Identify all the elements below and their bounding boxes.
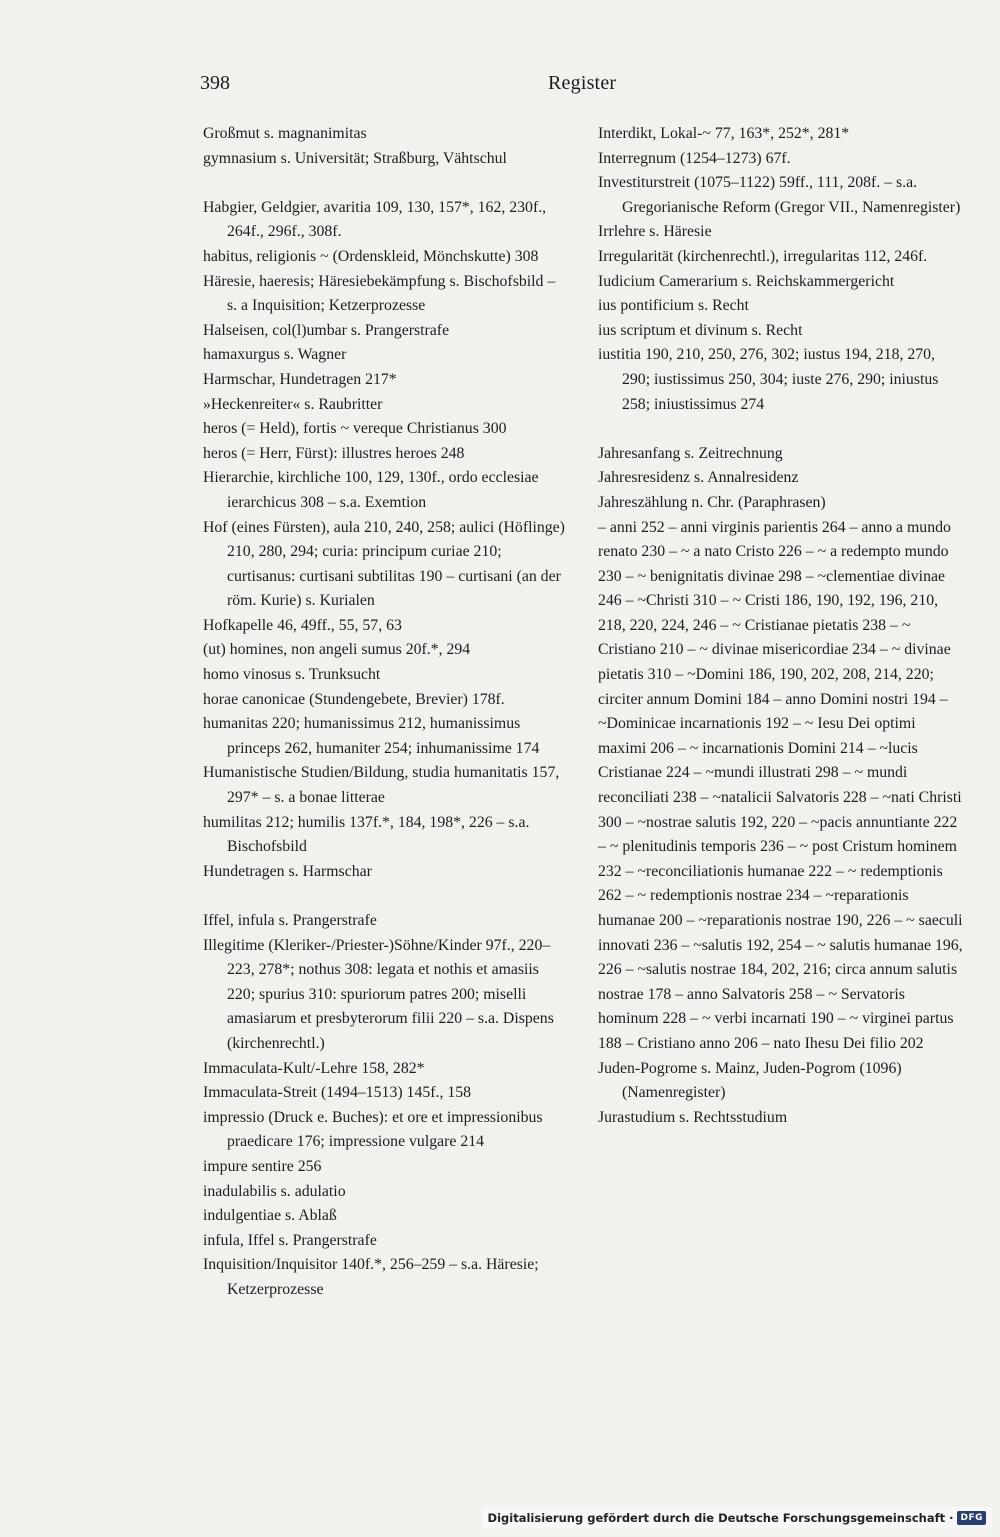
index-entry: ius pontificium s. Recht — [598, 297, 749, 315]
index-entry: hamaxurgus s. Wagner — [203, 346, 347, 364]
index-entry: Immaculata-Streit (1494–1513) 145f., 158 — [203, 1084, 472, 1102]
index-entry: Interregnum (1254–1273) 67f. — [598, 149, 791, 167]
index-entry: Irrlehre s. Häresie — [598, 223, 712, 241]
index-entry: Hundetragen s. Harmschar — [203, 862, 372, 880]
dot-separator: · — [949, 1511, 954, 1525]
index-entry: impressio (Druck e. Buches): et ore et impressionibus praedicare 176; impressione vulgare 214 — [203, 1108, 543, 1151]
index-entry: Iffel, infula s. Prangerstrafe — [203, 912, 377, 929]
index-entry: humanitas 220; humanissimus 212, humanissimus princeps 262, humaniter 254; inhumanissime 174 — [203, 715, 540, 757]
index-entry: gymnasium s. Universität; Straßburg, Vähtschul — [203, 149, 507, 167]
index-entry: Iudicium Camerarium s. Reichskammergericht — [598, 272, 895, 290]
index-entry: indulgentiae s. Ablaß — [203, 1207, 337, 1225]
index-entry: homo vinosus s. Trunksucht — [203, 666, 381, 684]
running-head: Register — [548, 72, 617, 94]
index-entry: ius scriptum et divinum s. Recht — [598, 321, 803, 339]
index-entry: Illegitime (Kleriker-/Priester-)Söhne/Kinder 97f., 220–223, 278*; nothus 308: legata et nothis et amasiis 220; spurius 310: spuriorum patres 200; miselli amasiarum et presbyterorum filii 220 – s.a. Dispens (kirchenrechtl.) — [203, 936, 554, 1052]
index-entry: habitus, religionis ~ (Ordenskleid, Mönchskutte) 308 — [203, 247, 539, 265]
index-entry: Juden-Pogrome s. Mainz, Juden-Pogrom (1096) (Namenregister) — [598, 1059, 902, 1102]
index-entry: Häresie, haeresis; Häresiebekämpfung s. Bischofsbild – s. a Inquisition; Ketzerprozesse — [203, 272, 556, 315]
entry-gap — [203, 171, 565, 196]
index-entry: humilitas 212; humilis 137f.*, 184, 198*, 226 – s.a. Bischofsbild — [203, 813, 530, 856]
index-entry: Irregularität (kirchenrechtl.), irregularitas 112, 246f. — [598, 247, 928, 265]
index-column-left — [203, 122, 565, 1303]
index-entry: Jahresresidenz s. Annalresidenz — [598, 469, 799, 487]
index-column-right — [598, 122, 966, 1130]
index-entry: Humanistische Studien/Bildung, studia humanitatis 157, 297* – s. a bonae litterae — [203, 764, 560, 807]
index-entry: Interdikt, Lokal-~ 77, 163*, 252*, 281* — [598, 125, 850, 142]
digitization-credit — [482, 1507, 992, 1529]
page-number: 398 — [200, 72, 230, 94]
index-entry: Inquisition/Inquisitor 140f.*, 256–259 – s.a. Häresie; Ketzerprozesse — [203, 1256, 539, 1298]
index-entry: »Heckenreiter« s. Raubritter — [203, 395, 383, 413]
index-entry: iustitia 190, 210, 250, 276, 302; iustus 194, 218, 270, 290; iustissimus 250, 304; iuste 276, 290; iniustus 258; iniustissimus 274 — [598, 346, 939, 413]
index-entry: Harmschar, Hundetragen 217* — [203, 370, 397, 388]
index-entry: Hierarchie, kirchliche 100, 129, 130f., ordo ecclesiae ierarchicus 308 – s.a. Exemtion — [203, 469, 539, 511]
index-entry: (ut) homines, non angeli sumus 20f.*, 294 — [203, 641, 471, 659]
index-entry: inadulabilis s. adulatio — [203, 1182, 346, 1200]
index-entry: Hofkapelle 46, 49ff., 55, 57, 63 — [203, 616, 402, 634]
index-entry: heros (= Herr, Fürst): illustres heroes 248 — [203, 444, 465, 462]
index-entry: impure sentire 256 — [203, 1157, 322, 1175]
index-entry: Halseisen, col(l)umbar s. Prangerstrafe — [203, 321, 450, 339]
credit-text: Digitalisierung gefördert durch die Deutsche Forschungsgemeinschaft — [487, 1511, 946, 1525]
index-entry: heros (= Held), fortis ~ vereque Christianus 300 — [203, 420, 507, 438]
index-entry: Habgier, Geldgier, avaritia 109, 130, 157*, 162, 230f., 264f., 296f., 308f. — [203, 198, 547, 241]
index-entry: Investiturstreit (1075–1122) 59ff., 111, 208f. – s.a. Gregorianische Reform (Gregor VII., Namenregister) — [598, 174, 961, 216]
index-entry: horae canonicae (Stundengebete, Brevier) 178f. — [203, 690, 505, 708]
entry-gap — [203, 884, 565, 909]
index-entry: Jurastudium s. Rechtsstudium — [598, 1108, 788, 1126]
index-entry: – anni 252 – anni virginis parientis 264 – anno a mundo renato 230 – ~ a nato Cristo 226 – ~ a redempto mundo 230 – ~ benignitatis divinae 298 – ~clementiae divinae 246 – ~Christi 310 – ~ Cristi 186, 190, 192, 196, 210, 218, 220, 224, 246 – ~ Cristianae pietatis 238 – ~ Cristiano 210 – ~ divinae misericordiae 234 – ~ divinae pietatis 310 – ~Domini 186, 190, 202, 208, 214, 220; circiter annum Domini 184 – anno Domini nostri 194 – ~Dominicae incarnationis 192 – ~ Iesu Dei optimi maximi 206 – ~ incarnationis Domini 214 – ~lucis Cristianae 224 – ~mundi illustrati 298 – ~ mundi reconciliati 238 – ~natalicii Salvatoris 228 – ~nati Christi 300 – ~nostrae salutis 192, 220 – ~pacis annuntiante 222 – ~ plenitudinis temporis 236 – ~ post Cristum hominem 232 – ~reconciliationis humanae 222 – ~ redemptionis 262 – ~ redemptionis nostrae 234 – ~reparationis humanae 200 – ~reparationis nostrae 190, 226 – ~ saeculi innovati 236 – ~salutis 192, 254 – ~ salutis humanae 196, 226 – ~salutis nostrae 184, 202, 216; circa annum salutis nostrae 178 – anno Salvatoris 258 – ~ Servatoris hominum 228 – ~ verbi incarnati 190 – ~ virginei partus 188 – Cristiano anno 206 – nato Ihesu Dei filio 202 — [598, 518, 963, 1052]
index-entry: Jahreszählung n. Chr. (Paraphrasen) — [598, 493, 826, 511]
index-entry: Großmut s. magnanimitas — [203, 125, 367, 142]
dfg-logo-icon: DFG — [957, 1511, 986, 1525]
index-entry: Hof (eines Fürsten), aula 210, 240, 258; aulici (Höflinge) 210, 280, 294; curia: principum curiae 210; curtisanus: curtisani subtilitas 190 – curtisani (an der röm. Kurie) s. Kurialen — [203, 518, 565, 610]
index-entry: infula, Iffel s. Prangerstrafe — [203, 1231, 377, 1249]
entry-gap — [598, 417, 966, 442]
index-entry: Immaculata-Kult/-Lehre 158, 282* — [203, 1059, 425, 1077]
index-entry: Jahresanfang s. Zeitrechnung — [598, 444, 783, 462]
